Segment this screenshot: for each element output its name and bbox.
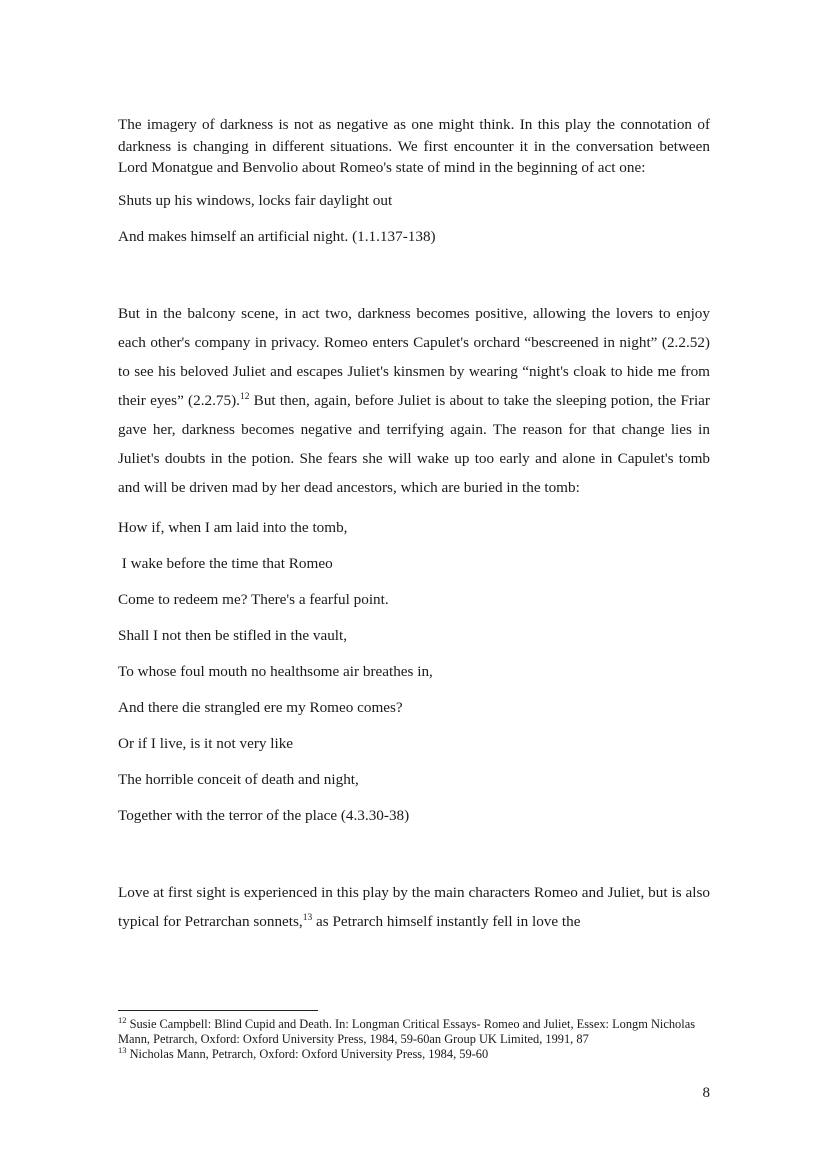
footnote-reference[interactable]: 13 [302,912,313,923]
paragraph-text: as Petrarch himself instantly fell in love the [312,912,581,930]
quote-act-one [118,190,710,247]
quote-line: Shuts up his windows, locks fair daylight out [118,191,393,209]
paragraph-text: But then, again, before Juliet is about to take the sleeping potion, the Friar gave her, darkness becomes negative and terrifying again. The reason for that change lies in Juliet's doubts in the potion. She fears she will wake up too early and alone in Capulet's tomb and will be driven mad by her dead ancestors, which are buried in the tomb: [118,391,710,496]
quote-line: I wake before the time that Romeo [118,554,333,572]
footnote-separator [118,1010,318,1011]
quote-line: And makes himself an artificial night. (1.1.137-138) [118,227,436,245]
quote-line: And there die strangled ere my Romeo comes? [118,698,403,716]
page-number: 8 [702,1085,710,1101]
quote-line: Shall I not then be stifled in the vault, [118,626,348,644]
paragraph-text: Love at first sight is experienced in this play by the main characters Romeo and Juliet, but is also typical for Petrarchan sonnets, [118,883,710,930]
paragraph-love-at-first-sight [118,878,710,936]
footnote-12 [118,1014,710,1047]
paragraph-balcony-scene [118,299,710,502]
footnote-number: 12 [118,1014,127,1025]
quote-line: Together with the terror of the place (4.3.30-38) [118,806,410,824]
quote-potion-speech [118,517,710,826]
footnote-text: Susie Campbell: Blind Cupid and Death. In: Longman Critical Essays- Romeo and Juliet, Essex: Longm Nicholas Mann, Petrarch, Oxford: Oxford University Press, 1984, 59-60an Group UK Limited, 1991, 87 [118,1017,696,1046]
footnote-number: 13 [118,1044,127,1055]
document-page [118,114,710,936]
paragraph-darkness-intro: The imagery of darkness is not as negative as one might think. In this play the connotation of darkness is changing in different situations. We first encounter it in the conversation between Lord Monatgue and Benvolio about Romeo's state of mind in the beginning of act one: [118,116,710,176]
footnote-13 [118,1044,710,1062]
quote-line: The horrible conceit of death and night, [118,770,359,788]
footnotes [118,1014,710,1062]
quote-line: How if, when I am laid into the tomb, [118,518,348,536]
footnote-text: Nicholas Mann, Petrarch, Oxford: Oxford University Press, 1984, 59-60 [126,1047,489,1061]
quote-line: Or if I live, is it not very like [118,734,294,752]
footnote-reference[interactable]: 12 [239,391,250,402]
quote-line: To whose foul mouth no healthsome air breathes in, [118,662,433,680]
paragraph-text: But in the balcony scene, in act two, darkness becomes positive, allowing the lovers to enjoy each other's company in privacy. Romeo enters Capulet's orchard “bescreened in night” (2.2.52) to see his beloved Juliet and escapes Juliet's kinsmen by wearing “night's cloak to hide me from their eyes” (2.2.75). [118,304,710,409]
quote-line: Come to redeem me? There's a fearful point. [118,590,389,608]
